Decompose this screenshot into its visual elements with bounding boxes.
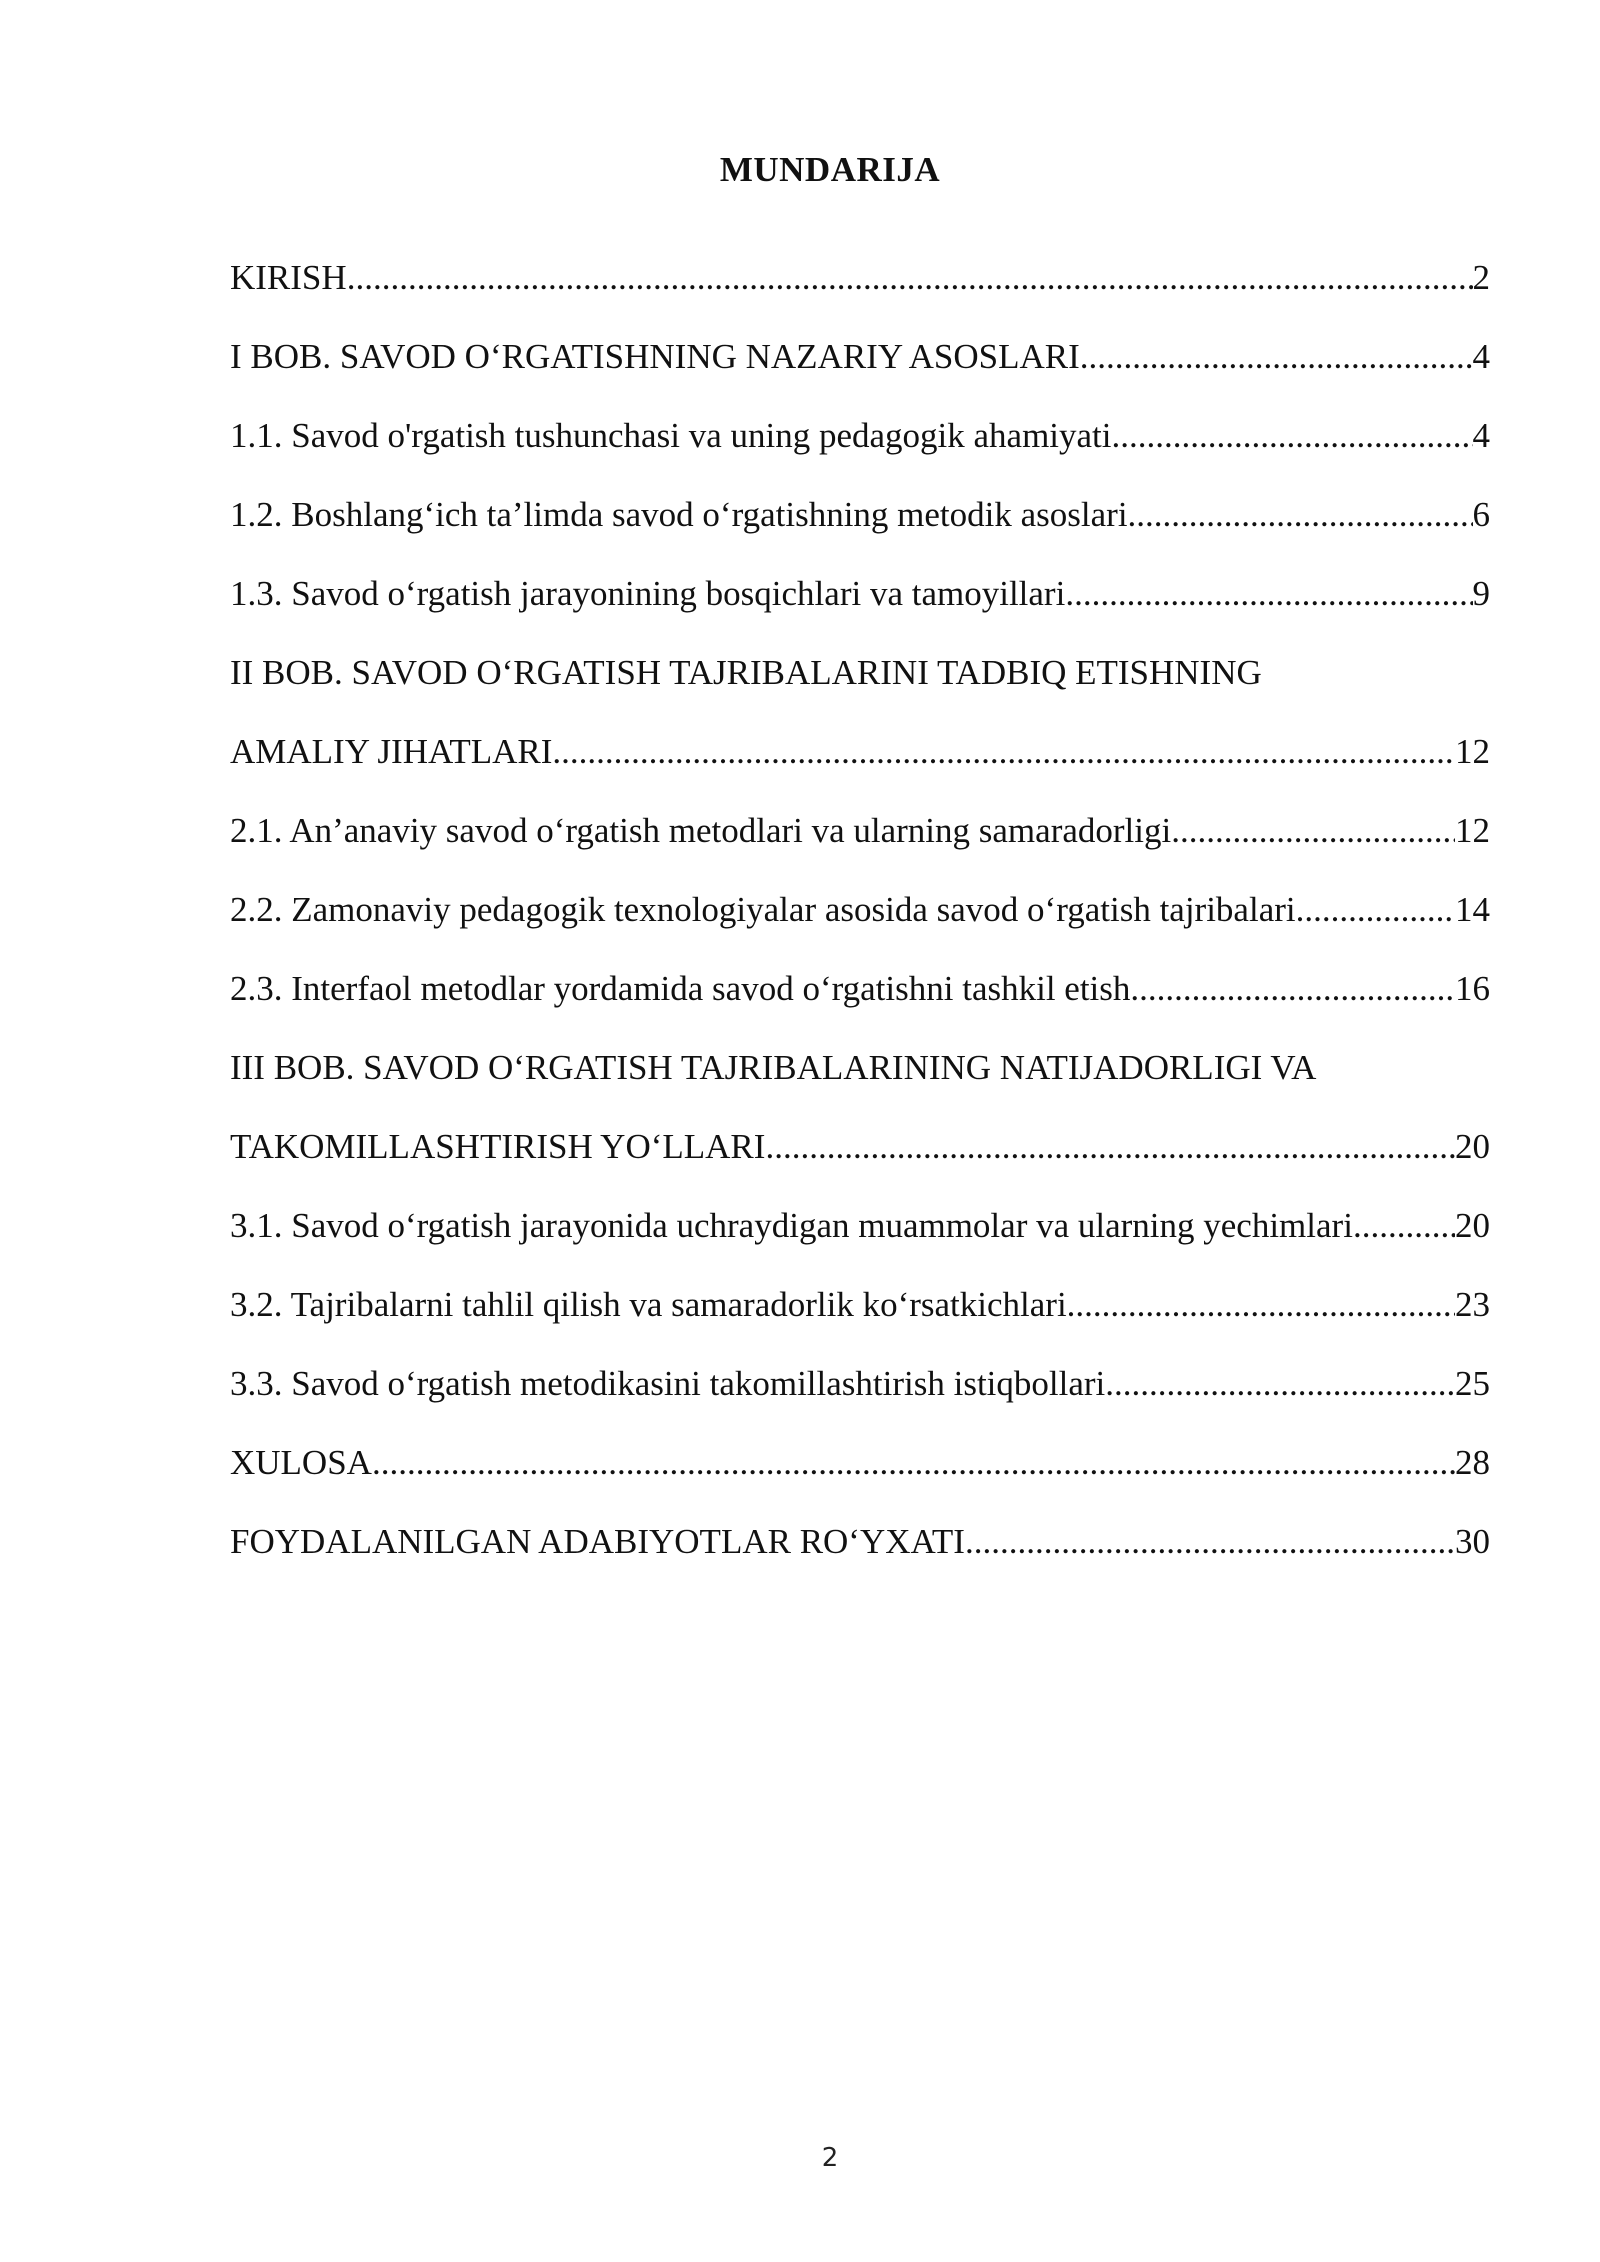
toc-entry-references[interactable] [230,1502,1490,1581]
toc-entry-label: I BOB. SAVOD O‘RGATISHNING NAZARIY ASOSLARI [230,337,1080,376]
toc-leader-dots [1065,554,1472,633]
toc-page-number: 16 [1455,969,1490,1008]
toc-entry-chapter-1[interactable] [230,317,1490,396]
toc-entry-section-3-3[interactable] [230,1344,1490,1423]
toc-entry-label: 2.1. An’anaviy savod o‘rgatish metodlari va ularning samaradorligi [230,811,1172,850]
toc-leader-dots [372,1423,1455,1502]
toc-leader-dots [1112,396,1473,475]
toc-entry-label: 3.3. Savod o‘rgatish metodikasini takomillashtirish istiqbollari [230,1364,1106,1403]
toc-leader-dots [552,712,1455,791]
toc-leader-dots [1067,1265,1455,1344]
footer-page-number: 2 [821,2143,839,2173]
toc-entry-xulosa[interactable] [230,1423,1490,1502]
toc-page-number: 12 [1455,732,1490,771]
toc-entry-label: 1.2. Boshlang‘ich ta’limda savod o‘rgatishning metodik asoslari [230,495,1128,534]
toc-entry-section-3-2[interactable] [230,1265,1490,1344]
toc-entry-chapter-2[interactable] [230,633,1490,791]
toc-entry-kirish[interactable] [230,238,1490,317]
toc-page-number: 23 [1455,1285,1490,1324]
toc-entry-label: FOYDALANILGAN ADABIYOTLAR RO‘YXATI [230,1522,965,1561]
toc-page-number: 20 [1455,1206,1490,1245]
toc-entry-section-2-1[interactable] [230,791,1490,870]
toc-entry-label-line-1: II BOB. SAVOD O‘RGATISH TAJRIBALARINI TADBIQ ETISHNING [230,653,1262,692]
toc-leader-dots [347,238,1473,317]
toc-page-number: 4 [1472,416,1490,455]
toc-page-number: 9 [1472,574,1490,613]
toc-entry-label: 3.1. Savod o‘rgatish jarayonida uchraydigan muammolar va ularning yechimlari [230,1206,1353,1245]
toc-leader-dots [1296,870,1455,949]
toc-entry-label: TAKOMILLASHTIRISH YO‘LLARI [230,1127,766,1166]
toc-leader-dots [765,1107,1455,1186]
toc-leader-dots [1171,791,1455,870]
toc-page-number: 6 [1472,495,1490,534]
toc-page-number: 2 [1472,258,1490,297]
toc-entry-label: XULOSA [230,1443,372,1482]
toc-leader-dots [1128,475,1473,554]
toc-entry-section-1-3[interactable] [230,554,1490,633]
toc-leader-dots [965,1502,1455,1581]
toc-page-number: 25 [1455,1364,1490,1403]
toc-entry-label-line-1: III BOB. SAVOD O‘RGATISH TAJRIBALARINING NATIJADORLIGI VA [230,1048,1317,1087]
toc-entry-section-1-2[interactable] [230,475,1490,554]
toc-entry-chapter-3[interactable] [230,1028,1490,1186]
toc-page-number: 14 [1455,890,1490,929]
table-of-contents [230,238,1490,1581]
toc-leader-dots [1105,1344,1455,1423]
toc-entry-label: 1.3. Savod o‘rgatish jarayonining bosqichlari va tamoyillari [230,574,1066,613]
toc-page-number: 4 [1472,337,1490,376]
toc-entry-section-2-2[interactable] [230,870,1490,949]
toc-entry-label: 2.3. Interfaol metodlar yordamida savod o‘rgatishni tashkil etish [230,969,1131,1008]
toc-entry-label: AMALIY JIHATLARI [230,732,553,771]
toc-entry-label: 3.2. Tajribalarni tahlil qilish va samaradorlik ko‘rsatkichlari [230,1285,1067,1324]
toc-leader-dots [1130,949,1455,1028]
toc-page-number: 20 [1455,1127,1490,1166]
toc-page-number: 12 [1455,811,1490,850]
toc-entry-section-2-3[interactable] [230,949,1490,1028]
toc-page-number: 30 [1455,1522,1490,1561]
toc-page-number: 28 [1455,1443,1490,1482]
toc-entry-label: 1.1. Savod o'rgatish tushunchasi va uning pedagogik ahamiyati [230,416,1112,455]
toc-entry-section-3-1[interactable] [230,1186,1490,1265]
page-title: MUNDARIJA [719,150,941,189]
toc-leader-dots [1353,1186,1455,1265]
toc-entry-section-1-1[interactable] [230,396,1490,475]
toc-leader-dots [1080,317,1473,396]
toc-entry-label: KIRISH [230,258,347,297]
toc-entry-label: 2.2. Zamonaviy pedagogik texnologiyalar asosida savod o‘rgatish tajribalari [230,890,1296,929]
